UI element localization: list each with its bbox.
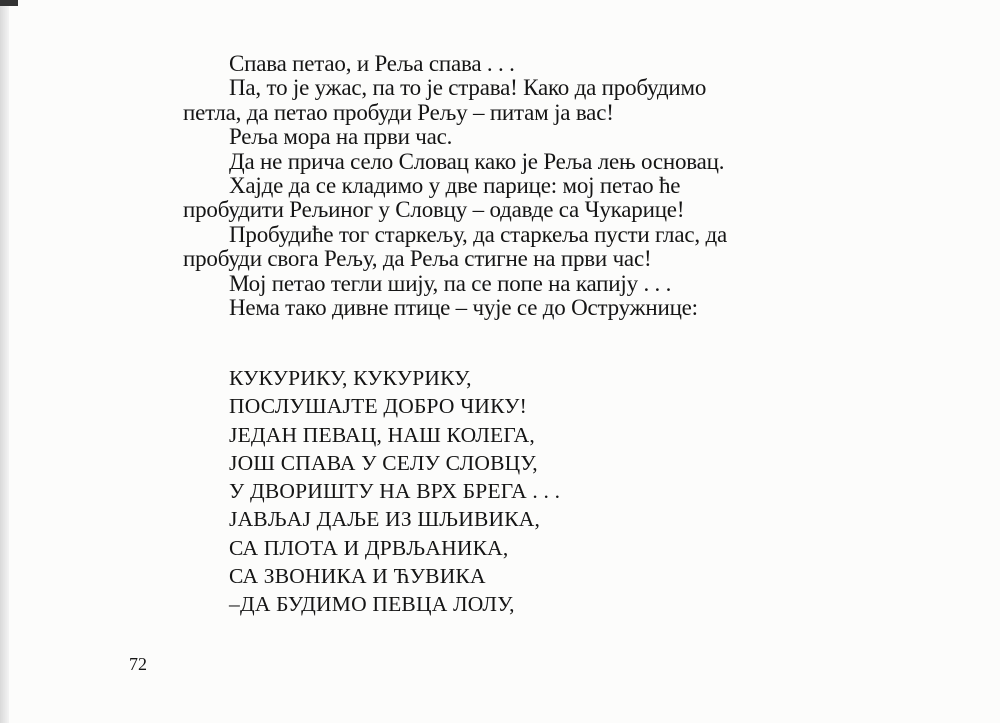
prose-line: Да не прича село Словац како је Реља лењ основац. bbox=[229, 148, 725, 174]
verse-line: У ДВОРИШТУ НА ВРХ БРЕГА . . . bbox=[229, 479, 561, 504]
prose-line: пробудити Рељиног у Словцу – одавде са Чукарице! bbox=[183, 197, 685, 223]
verse-line: КУКУРИКУ, КУКУРИКУ, bbox=[229, 366, 472, 390]
verse-line: СА ПЛОТА И ДРВЉАНИКА, bbox=[229, 535, 509, 560]
prose-line: Мој петао тегли шију, па се попе на капију . . . bbox=[229, 270, 672, 296]
verse-line: СА ЗВОНИКА И ЋУВИКА bbox=[229, 564, 486, 589]
prose-line: Пробудиће тог старкељу, да старкеља пусти глас, да bbox=[229, 221, 727, 247]
prose-line: петла, да петао пробуди Рељу – питам ја вас! bbox=[183, 99, 614, 125]
prose-line: Спава петао, и Реља спава . . . bbox=[229, 51, 515, 76]
prose-line: Хајде да се кладимо у две парице: мој петао ће bbox=[229, 173, 681, 199]
verse-line: ЈАВЉАЈ ДАЉЕ ИЗ ШЉИВИКА, bbox=[229, 507, 541, 532]
prose-line: Па, то је ужас, па то је страва! Како да пробудимо bbox=[229, 75, 707, 101]
verse-line: –ДА БУДИМО ПЕВЦА ЛОЛУ, bbox=[229, 592, 515, 617]
prose-block bbox=[183, 52, 843, 320]
page-binding-edge bbox=[0, 0, 9, 723]
verse-line: ЈОШ СПАВА У СЕЛУ СЛОВЦУ, bbox=[229, 450, 538, 475]
verse-block bbox=[229, 364, 829, 619]
verse-line: ПОСЛУШАЈТЕ ДОБРО ЧИКУ! bbox=[229, 394, 527, 419]
prose-line: Реља мора на први час. bbox=[229, 124, 453, 150]
prose-line: пробуди свога Рељу, да Реља стигне на први час! bbox=[183, 246, 652, 272]
page-number: 72 bbox=[129, 654, 147, 674]
scan-edge-mark bbox=[0, 0, 18, 6]
prose-line: Нема тако дивне птице – чује се до Остружнице: bbox=[229, 295, 698, 321]
verse-line: ЈЕДАН ПЕВАЦ, НАШ КОЛЕГА, bbox=[229, 422, 535, 447]
